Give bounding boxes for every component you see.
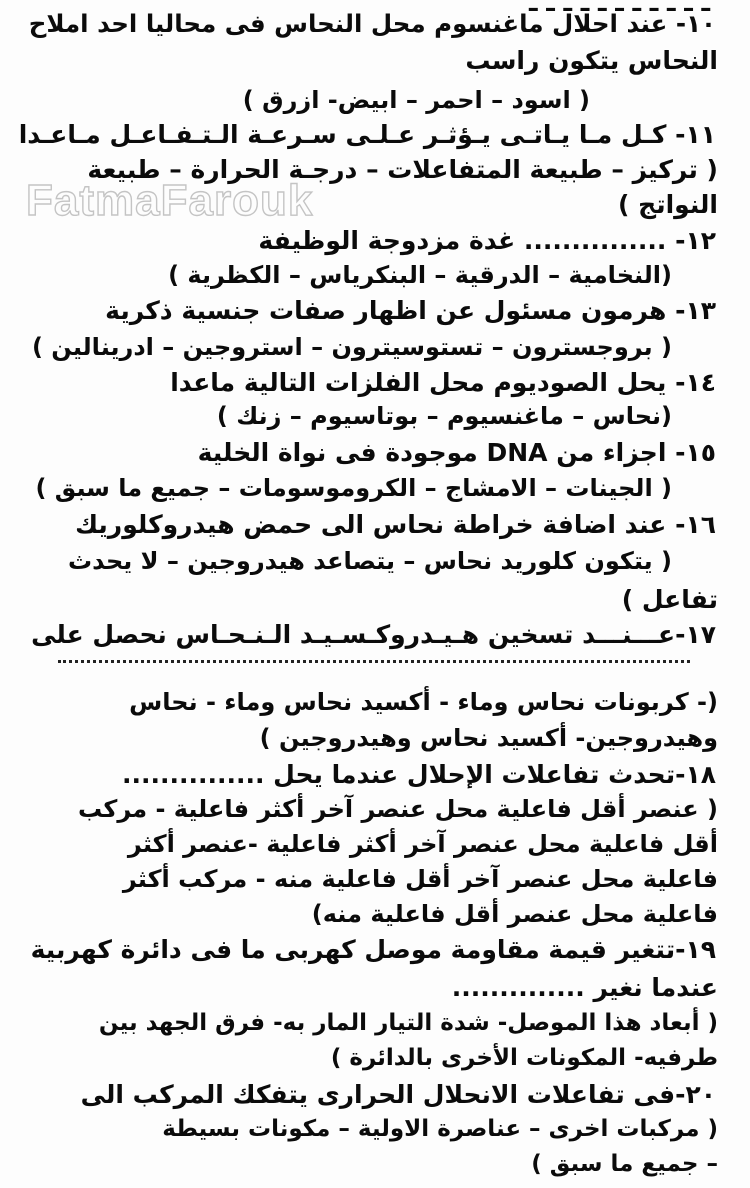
question-12-options: (النخامية – الدرقية – البنكرياس – الكظرية )	[168, 261, 672, 289]
question-20-line-2: ( مركبات اخرى – عناصرة الاولية – مكونات بسيطة	[162, 1116, 718, 1142]
question-19-line-3: ( أبعاد هذا الموصل- شدة التيار المار به- فرق الجهد بين	[98, 1010, 718, 1036]
question-15-options: ( الجينات – الامشاج – الكروموسومات – جميع ما سبق )	[35, 474, 672, 502]
question-16-line-1: ١٦- عند اضافة خراطة نحاس الى حمض هيدروكلوريك	[75, 510, 716, 539]
question-10-options: ( اسود – احمر – ابيض- ازرق )	[242, 86, 590, 114]
question-11-line-2: ( تركيز – طبيعة المتفاعلات – درجـة الحرارة – طبيعة	[87, 155, 718, 184]
question-18-line-2: ( عنصر أقل فاعلية محل عنصر آخر أكثر فاعلية - مركب	[77, 795, 718, 823]
question-13-options: ( بروجسترون – تستوسيترون – استروجين – ادرينالين )	[31, 333, 672, 361]
question-11-line-1: ١١- كـل مـا يـاتـى يـؤثـر عـلـى سـرعـة الـتـفـاعـل مـاعـدا	[18, 120, 716, 149]
question-18-line-5: فاعلية محل عنصر أقل فاعلية منه)	[311, 900, 718, 928]
question-14-options: (نحاس – ماغنسيوم – بوتاسيوم – زنك )	[216, 402, 672, 430]
question-17-options-1: (- كربونات نحاس وماء - أكسيد نحاس وماء - نحاس	[129, 688, 718, 716]
question-10-line-1: ١٠- عند احلال ماغنسوم محل النحاس فى محاليا احد املاح	[28, 9, 716, 38]
cut-off-top-line: ـ ـ ـ ـ ـ ـ ـ ـ ـ ـ ـ	[528, 0, 710, 17]
question-18-line-1: ١٨-تحدث تفاعلات الإحلال عندما يحل ...............	[122, 760, 716, 789]
question-20-line-1: ٢٠-فى تفاعلات الانحلال الحرارى يتفكك المركب الى	[80, 1080, 716, 1109]
watermark: FatmaFarouk	[26, 176, 314, 225]
question-17-line-1: ١٧-عـــنـــد تسخين هـيـدروكـسـيـد الـنـحـاس نحصل على	[31, 620, 716, 649]
question-18-line-3: أقل فاعلية محل عنصر آخر أكثر فاعلية -عنصر أكثر	[127, 830, 718, 858]
question-15-line-1: ١٥- اجزاء من DNA موجودة فى نواة الخلية	[197, 438, 716, 467]
question-16-line-3: تفاعل )	[621, 585, 718, 614]
question-13-line-1: ١٣- هرمون مسئول عن اظهار صفات جنسية ذكرية	[105, 296, 716, 325]
question-18-line-4: فاعلية محل عنصر آخر أقل فاعلية منه - مركب أكثر	[122, 865, 718, 893]
question-19-line-2: عندما نغير ..............	[451, 973, 718, 1002]
question-11-line-3: النواتج )	[618, 190, 718, 219]
question-19-line-4: طرفيه- المكونات الأخرى بالدائرة )	[330, 1045, 718, 1071]
question-17-options-2: وهيدروجين- أكسيد نحاس وهيدروجين )	[259, 724, 718, 752]
question-19-line-1: ١٩-تتغير قيمة مقاومة موصل كهربى ما فى دائرة كهربية	[30, 935, 716, 964]
question-10-line-2: النحاس يتكون راسب	[465, 46, 718, 75]
answer-blank-dots	[58, 660, 690, 663]
question-16-line-2: ( يتكون كلوريد نحاس – يتصاعد هيدروجين – لا يحدث	[67, 547, 672, 575]
question-20-line-3: – جميع ما سبق )	[531, 1151, 718, 1177]
question-14-line-1: ١٤- يحل الصوديوم محل الفلزات التالية ماعدا	[170, 368, 716, 397]
question-12-line-1: ١٢- ............... غدة مزدوجة الوظيفة	[258, 226, 716, 255]
